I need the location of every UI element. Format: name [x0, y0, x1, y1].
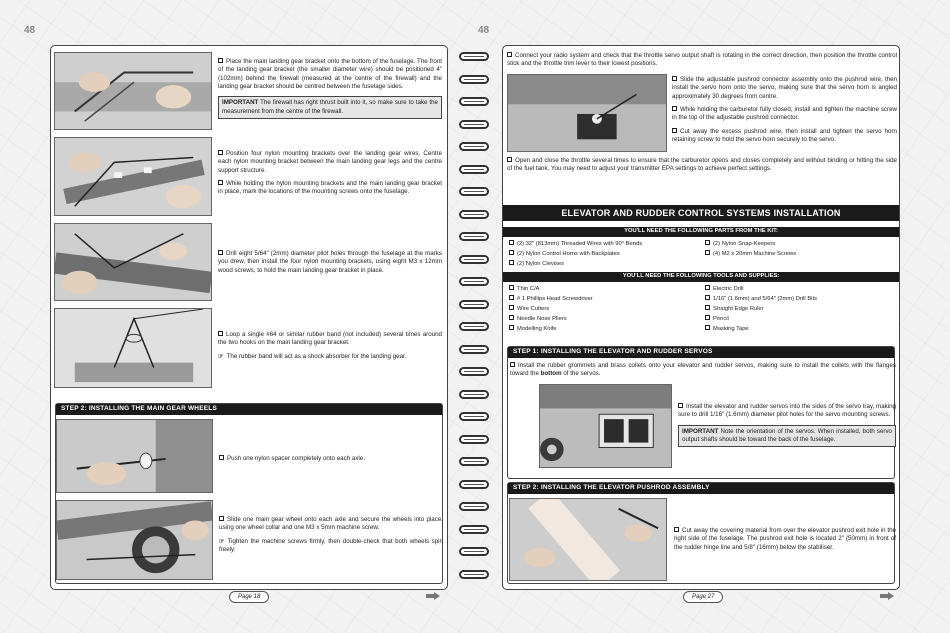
instruction-5: Loop a single #64 or similar rubber band (not included) several times around the two hooks on the main landing gear bracket. — [218, 331, 442, 347]
checkbox[interactable] — [705, 305, 710, 310]
intro-instruction-1: Connect your radio system and check that the throttle servo output shaft is rotating in the correct direction, then position the throttle control stick and the throttle trim lever to their lowest positions. — [507, 52, 897, 68]
checkbox[interactable] — [672, 106, 677, 111]
intro-instruction-5: Open and close the throttle several times to ensure that the carburetor opens and closes completely and without binding or hitting the side of the fuel tank. You may need to adjust your transmitter EPA settings to achieve perfect settings. — [507, 157, 897, 173]
step1-header: STEP 1: INSTALLING THE ELEVATOR AND RUDDER SERVOS — [508, 347, 894, 358]
checkbox[interactable] — [678, 403, 683, 408]
page-arrow-icon — [426, 592, 440, 600]
binding-ring — [459, 210, 489, 219]
important-text: The firewall has right thrust built into it, so make sure to take the measurement from the centre of the firewall. — [222, 99, 438, 115]
binding-ring — [459, 255, 489, 264]
list-item: (2) 32" (813mm) Threaded Wires with 90° Bends — [509, 240, 699, 250]
intro-text-1 — [507, 52, 897, 74]
intro-instruction-4: Cut away the excess pushrod wire, then install and tighten the servo horn retaining screw to hold the servo horn securely to the servo. — [672, 127, 897, 144]
checkbox[interactable] — [507, 52, 512, 57]
list-item: Needle Nose Pliers — [509, 315, 699, 325]
checkbox[interactable] — [705, 240, 710, 245]
step2-spacer-text — [219, 455, 443, 468]
binding-ring — [459, 277, 489, 286]
checkbox[interactable] — [509, 305, 514, 310]
left-page-label: Page 18 — [229, 591, 269, 603]
step2-instruction-1: Push one nylon spacer completely onto each axle. — [227, 455, 365, 462]
right-page-label: Page 27 — [683, 591, 723, 603]
step1-servo-text — [678, 403, 896, 447]
kit-list-right — [705, 240, 895, 260]
checkbox[interactable] — [218, 180, 223, 185]
section-title: ELEVATOR AND RUDDER CONTROL SYSTEMS INSTALLATION — [503, 205, 899, 221]
photo-landing-gear-bracket — [54, 52, 212, 130]
binding-ring — [459, 165, 489, 174]
right-step2-instruction: Cut away the covering material from over the elevator pushrod exit hole in the right side of the fuselage. The pushrod exit hole is located 2" (50mm) in front of the rudder hinge line and 5/8" (16mm) below the stabiliser. — [674, 527, 896, 551]
intro-instruction-3: While holding the carburetor fully closed, install and tighten the machine screw in the top of the adjustable pushrod connector. — [672, 106, 897, 122]
step1-important-note — [678, 425, 896, 448]
checkbox[interactable] — [218, 250, 223, 255]
binding-ring — [459, 412, 489, 421]
left-page — [50, 45, 448, 600]
left-page-top-number: 48 — [24, 25, 36, 36]
binding-ring — [459, 502, 489, 511]
checkbox[interactable] — [705, 285, 710, 290]
binding-ring — [459, 367, 489, 376]
right-step2-header: STEP 2: INSTALLING THE ELEVATOR PUSHROD ASSEMBLY — [508, 483, 894, 494]
note-shock-absorber: The rubber band will act as a shock absorber for the landing gear. — [226, 352, 407, 360]
step1-important-text: Note the orientation of the servos. When installed, both servo output shafts should be toward the back of the fuselage. — [682, 427, 892, 444]
kit-header: YOU'LL NEED THE FOLLOWING PARTS FROM THE KIT: — [503, 227, 899, 237]
photo-throttle-servo — [507, 74, 667, 152]
checkbox[interactable] — [509, 285, 514, 290]
checkbox[interactable] — [507, 157, 512, 162]
photo-elevator-pushrod — [509, 498, 667, 581]
list-item: Masking Tape — [705, 325, 895, 335]
step2-instruction-2: Slide one main gear wheel onto each axle and secure the wheels into place, using one wheel collar and one M3 x 5mm machine screw. — [219, 516, 443, 532]
list-item: # 1 Phillips Head Screwdriver — [509, 295, 699, 305]
list-item: Pencil — [705, 315, 895, 325]
list-item: (2) Nylon Control Horns with Backplates — [509, 250, 699, 260]
checkbox[interactable] — [705, 325, 710, 330]
tools-list-left — [509, 285, 699, 335]
step1-section — [507, 346, 895, 479]
right-step2-text — [674, 527, 896, 557]
intro-instruction-2: Slide the adjustable pushrod connector assembly onto the pushrod wire, then install the servo horn onto the servo, making sure that the servo horn is angled approximately 30 degrees from centre. — [672, 76, 897, 100]
binding-ring — [459, 457, 489, 466]
intro-text-2 — [672, 76, 897, 150]
checkbox[interactable] — [510, 362, 515, 367]
binding-ring — [459, 187, 489, 196]
checkbox[interactable] — [705, 250, 710, 255]
checkbox[interactable] — [672, 76, 677, 81]
binding-ring — [459, 52, 489, 61]
tools-header: YOU'LL NEED THE FOLLOWING TOOLS AND SUPPLIES: — [503, 272, 899, 282]
checkbox[interactable] — [672, 128, 677, 133]
important-label: IMPORTANT — [682, 427, 719, 435]
checkbox[interactable] — [218, 150, 223, 155]
instruction-3: While holding the nylon mounting brackets and the main landing gear bracket in place, mark the locations of the mounting screws onto the fuselage. — [218, 180, 442, 196]
binding-ring — [459, 345, 489, 354]
list-item: Straight Edge Ruler — [705, 305, 895, 315]
checkbox[interactable] — [674, 527, 679, 532]
pointing-hand-icon: ☞ — [218, 352, 224, 360]
binding-ring — [459, 322, 489, 331]
step1-instruction-b: of the servos. — [561, 370, 601, 378]
checkbox[interactable] — [509, 260, 514, 265]
instruction-4: Drill eight 5/64" (2mm) diameter pilot holes through the fuselage at the marks you drew, then install the four nylon mounting brackets, using eight M3 x 12mm wood screws, to hold the main landing gear bracket in place. — [218, 250, 442, 274]
list-item: (2) Nylon Clevises — [509, 260, 699, 270]
binding-ring — [459, 525, 489, 534]
step2-section — [55, 403, 443, 584]
checkbox[interactable] — [705, 295, 710, 300]
list-item: Wire Cutters — [509, 305, 699, 315]
list-item: 1/16" (1.6mm) and 5/64" (2mm) Drill Bits — [705, 295, 895, 305]
instruction-1: Place the main landing gear bracket onto the bottom of the fuselage. The front of the landing gear bracket (the smaller diameter wire) should be positioned 4" (102mm) behind the firewall (measured at the centre of the firewall) and the landing gear bracket should be centred between the fuselage sides. — [218, 58, 442, 91]
binding-ring — [459, 232, 489, 241]
binding-ring — [459, 97, 489, 106]
step1-instruction-2: Install the elevator and rudder servos into the sides of the servo tray, making sure to drill 1/16" (1.6mm) diameter pilot holes for the servo mounting screws. — [678, 403, 896, 419]
checkbox[interactable] — [219, 516, 224, 521]
step2-note: Tighten the machine screws firmly, then double-check that both wheels spin freely. — [219, 537, 443, 554]
checkbox[interactable] — [509, 240, 514, 245]
step-drill-text — [218, 250, 442, 280]
checkbox[interactable] — [219, 455, 224, 460]
binding-ring — [459, 547, 489, 556]
checkbox[interactable] — [509, 325, 514, 330]
step-bracket-text — [218, 58, 442, 119]
checkbox[interactable] — [509, 250, 514, 255]
important-label: IMPORTANT — [222, 99, 259, 107]
step1-bold-word: bottom — [540, 370, 562, 378]
checkbox[interactable] — [218, 331, 223, 336]
kit-list-left — [509, 240, 699, 270]
list-item: Modelling Knife — [509, 325, 699, 335]
step-rubber-band-text — [218, 331, 442, 366]
list-item: (2) Nylon Snap-Keepers — [705, 240, 895, 250]
binding-ring — [459, 435, 489, 444]
right-page-top-number: 48 — [478, 25, 490, 36]
photo-nylon-spacer — [56, 419, 213, 493]
binding-ring — [459, 570, 489, 579]
intro-text-5 — [507, 157, 897, 179]
important-note — [218, 96, 442, 119]
list-item: (4) M2 x 20mm Machine Screws — [705, 250, 895, 260]
right-step2-section — [507, 482, 895, 584]
binding-ring — [459, 300, 489, 309]
step1-instruction-a: Install the rubber grommets and brass collets onto your elevator and rudder servos, making sure to install the collets with the flanges toward the — [510, 362, 896, 378]
photo-nylon-brackets — [54, 137, 212, 216]
checkbox[interactable] — [218, 58, 223, 63]
step2-header: STEP 2: INSTALLING THE MAIN GEAR WHEELS — [56, 404, 442, 415]
step-nylon-text — [218, 150, 442, 202]
pointing-hand-icon: ☞ — [219, 537, 225, 545]
page-arrow-icon — [880, 592, 894, 600]
tools-list-right — [705, 285, 895, 335]
checkbox[interactable] — [705, 315, 710, 320]
binding-ring — [459, 390, 489, 399]
photo-main-gear-wheel — [56, 500, 213, 580]
list-item: Thin C/A — [509, 285, 699, 295]
step2-wheel-text — [219, 516, 443, 559]
binding-ring — [459, 480, 489, 489]
binding-ring — [459, 142, 489, 151]
photo-servo-tray — [539, 384, 672, 468]
checkbox[interactable] — [509, 295, 514, 300]
binding-ring — [459, 75, 489, 84]
instruction-2: Position four nylon mounting brackets over the landing gear wires. Centre each nylon mounting bracket between the main landing gear legs and the centre support structure. — [218, 150, 442, 174]
photo-drill-pilot-holes — [54, 223, 212, 301]
binding-ring — [459, 120, 489, 129]
step1-text — [510, 362, 896, 384]
list-item: Electric Drill — [705, 285, 895, 295]
photo-rubber-band — [54, 308, 212, 388]
right-page — [502, 45, 900, 600]
checkbox[interactable] — [509, 315, 514, 320]
